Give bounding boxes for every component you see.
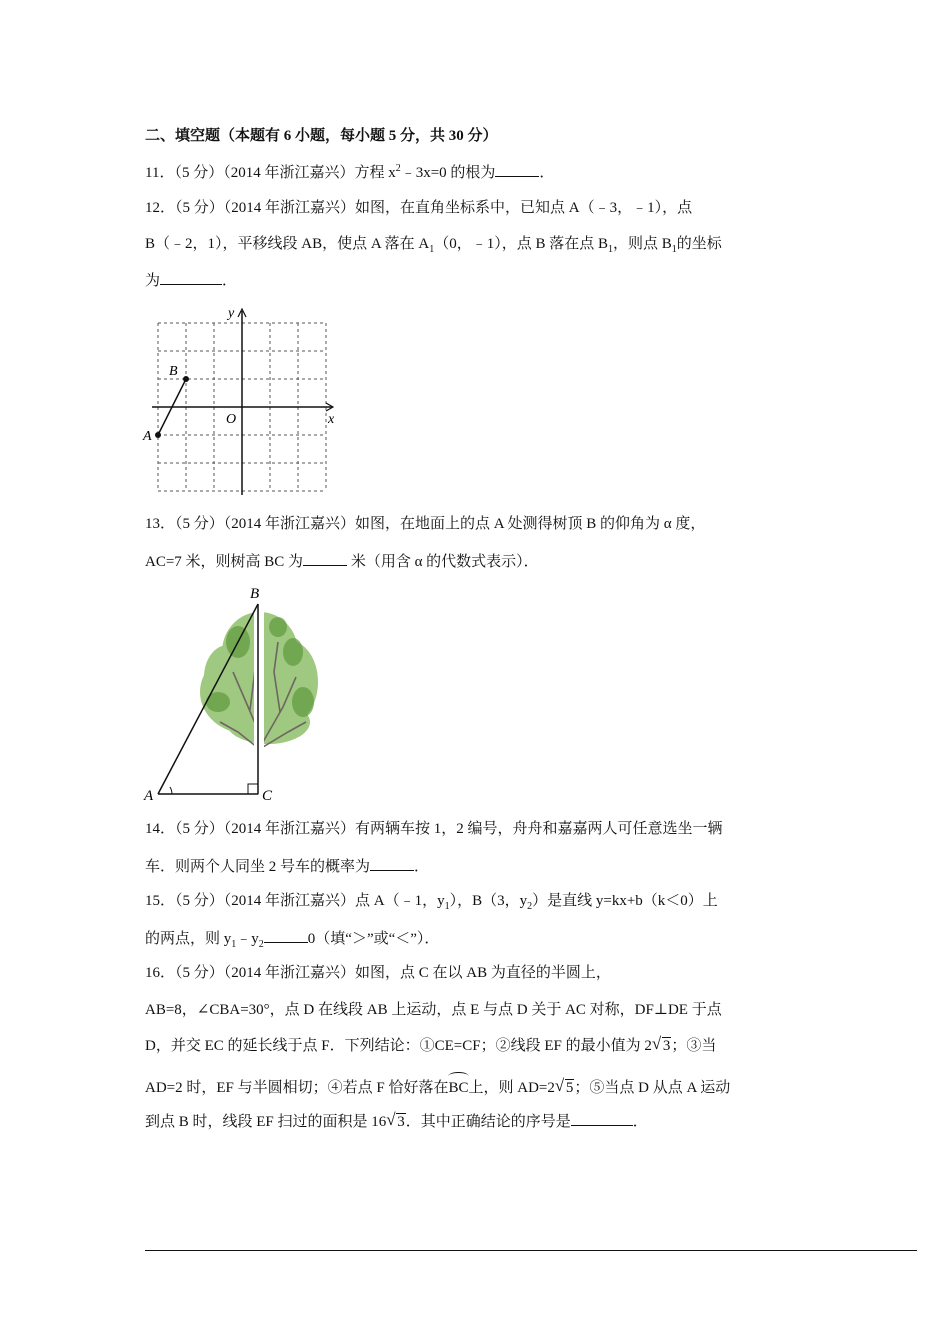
q14-answer-blank[interactable] (370, 856, 414, 871)
q12-end: ． (222, 273, 238, 289)
sqrt-radicand: 5 (565, 1080, 574, 1096)
q16-end: ． (632, 1114, 648, 1130)
question-16-line-2: AB=8，∠CBA=30°，点 D 在线段 AB 上运动，点 E 与点 D 关于 AC 对称，DF⊥DE 于点 (145, 1002, 722, 1018)
q13-text: 米（用含 α 的代数式表示）． (347, 554, 539, 570)
q11-answer-blank[interactable] (495, 162, 539, 177)
footer-rule (145, 1250, 917, 1251)
q16-answer-blank[interactable] (571, 1111, 633, 1126)
q16-text: 到点 B 时，线段 EF 扫过的面积是 16 (145, 1114, 387, 1130)
question-11 (145, 162, 554, 183)
question-16-line-3 (145, 1036, 716, 1056)
question-13-line-2 (145, 551, 539, 572)
q12-text: 为 (145, 273, 161, 289)
point-a (155, 432, 161, 438)
coordinate-grid-figure (140, 303, 340, 498)
q12-text: （0，﹣1），点 B 落在点 B (434, 236, 608, 252)
q15-sub: 2 (527, 901, 533, 912)
q11-exponent: 2 (395, 163, 401, 174)
angle-alpha-mark (170, 787, 172, 794)
point-b-label: B (250, 586, 260, 602)
q15-text: 0（填“＞”或“＜”）． (307, 931, 440, 947)
origin-label: O (226, 412, 237, 427)
q16-text: ；③当 (671, 1038, 717, 1054)
q15-text: ﹣y (236, 931, 259, 947)
q12-answer-blank[interactable] (160, 270, 222, 285)
q12-sub: 1 (607, 244, 613, 255)
section-title: 二、填空题（本题有 6 小题，每小题 5 分，共 30 分） (145, 128, 498, 144)
q15-sub: 2 (258, 939, 264, 950)
q12-sub: 1 (429, 244, 435, 255)
q11-text-2: ﹣3x=0 的根为 (400, 165, 496, 181)
sqrt-symbol (652, 1036, 672, 1056)
q16-text: 上，则 AD=2 (468, 1080, 555, 1096)
question-16-line-5 (145, 1111, 648, 1132)
q15-sub: 1 (444, 901, 450, 912)
q16-text: ．其中正确结论的序号是 (405, 1114, 571, 1130)
sqrt-radicand: 3 (397, 1114, 405, 1130)
y-axis-label: y (228, 306, 235, 321)
question-15-line-1 (145, 891, 718, 911)
q13-text: AC=7 米，则树高 BC 为 (145, 554, 304, 570)
point-b-label: B (169, 364, 178, 379)
q12-sub: 1 (671, 244, 677, 255)
q12-text: ，则点 B (612, 236, 672, 252)
q12-text: B（﹣2，1），平移线段 AB，使点 A 落在 A (145, 236, 430, 252)
question-14-line-2 (145, 856, 429, 877)
sqrt-symbol (386, 1112, 406, 1132)
q16-text: ；⑤当点 D 从点 A 运动 (574, 1080, 731, 1096)
q15-text: 的两点，则 y (145, 931, 232, 947)
q15-text: ），B（3，y (449, 893, 528, 909)
question-14-line-1: 14．（5 分）（2014 年浙江嘉兴）有两辆车按 1，2 编号，舟舟和嘉嘉两人可任意选坐一辆 (145, 821, 723, 837)
point-a-label: A (143, 429, 152, 444)
question-12-line-1: 12．（5 分）（2014 年浙江嘉兴）如图，在直角坐标系中，已知点 A（﹣3，﹣1），点 (145, 200, 693, 216)
tree-elevation-figure (138, 582, 328, 808)
q15-sub: 1 (231, 939, 237, 950)
q11-end: ． (539, 165, 555, 181)
q13-answer-blank[interactable] (303, 551, 347, 566)
point-c-label: C (262, 788, 273, 804)
q15-text: 15．（5 分）（2014 年浙江嘉兴）点 A（﹣1，y (145, 893, 445, 909)
q14-text: 车．则两个人同坐 2 号车的概率为 (145, 859, 371, 875)
point-a-label: A (144, 788, 154, 804)
sqrt-symbol (555, 1078, 575, 1098)
q16-text: AD=2 时，EF 与半圆相切；④若点 F 恰好落在 (145, 1080, 449, 1096)
question-16-line-1: 16．（5 分）（2014 年浙江嘉兴）如图，点 C 在以 AB 为直径的半圆上， (145, 965, 611, 981)
q11-text: 11．（5 分）（2014 年浙江嘉兴）方程 x (145, 165, 396, 181)
q12-text: 的坐标 (676, 236, 722, 252)
q16-text: D，并交 EC 的延长线于点 F．下列结论：①CE=CF；②线段 EF 的最小值为 2 (145, 1038, 652, 1054)
q14-end: ． (414, 859, 430, 875)
question-12-line-3 (145, 270, 237, 291)
arc-bc: BC (448, 1074, 468, 1098)
x-axis-label: x (328, 412, 335, 427)
question-16-line-4 (145, 1074, 730, 1098)
question-13-line-1: 13．（5 分）（2014 年浙江嘉兴）如图，在地面上的点 A 处测得树顶 B 的仰角为 α 度， (145, 516, 706, 532)
question-12-line-2 (145, 234, 722, 254)
sqrt-radicand: 3 (662, 1038, 671, 1054)
q15-answer-blank[interactable] (264, 928, 308, 943)
q15-text: ）是直线 y=kx+b（k＜0）上 (532, 893, 718, 909)
question-15-line-2 (145, 928, 439, 949)
point-b (183, 376, 189, 382)
